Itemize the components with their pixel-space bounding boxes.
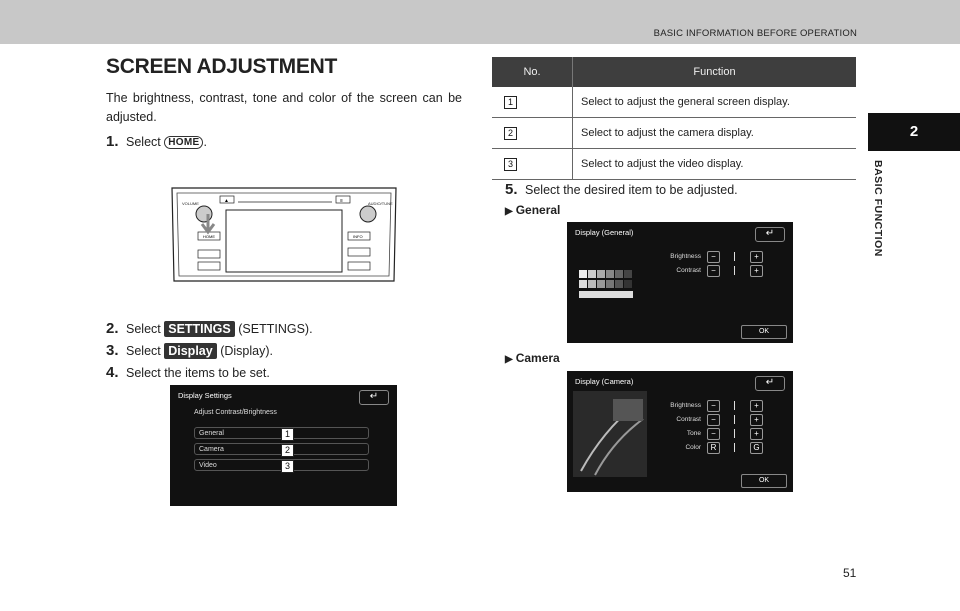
- screen-title: Display (Camera): [575, 377, 634, 386]
- general-row[interactable]: [194, 427, 369, 439]
- control-label: Brightness: [670, 402, 701, 409]
- triangle-right-icon: ▶: [505, 354, 513, 365]
- level-indicator: [734, 266, 735, 275]
- level-indicator: [734, 443, 735, 452]
- step-text-post: (SETTINGS).: [238, 322, 313, 336]
- chapter-title: BASIC FUNCTION: [872, 160, 884, 257]
- row-label: General: [199, 430, 224, 437]
- step-number: 1.: [106, 133, 119, 150]
- general-heading: [505, 203, 560, 217]
- table-row: [492, 149, 856, 180]
- level-indicator: [734, 252, 735, 261]
- home-button-graphic: HOME: [164, 136, 203, 149]
- contrast-plus-button[interactable]: +: [750, 414, 763, 426]
- tone-plus-button[interactable]: +: [750, 428, 763, 440]
- step-text: Select: [126, 344, 161, 358]
- marker-2: 2: [281, 444, 294, 457]
- contrast-minus-button[interactable]: −: [707, 265, 720, 277]
- step-text-post: .: [203, 135, 207, 149]
- marker-2: 2: [504, 127, 517, 140]
- step-number: 3.: [106, 342, 119, 359]
- video-row[interactable]: [194, 459, 369, 471]
- marker-3: 3: [281, 460, 294, 473]
- contrast-plus-button[interactable]: +: [750, 265, 763, 277]
- ok-button[interactable]: OK: [741, 325, 787, 339]
- step-3: [106, 342, 273, 359]
- level-indicator: [734, 415, 735, 424]
- camera-preview-image: [573, 391, 647, 477]
- col-header-function: Function: [573, 57, 857, 87]
- tone-minus-button[interactable]: −: [707, 428, 720, 440]
- heading-text: General: [515, 203, 561, 217]
- col-header-no: No.: [492, 57, 573, 87]
- row-label: Camera: [199, 446, 224, 453]
- control-label: Contrast: [676, 267, 701, 274]
- seek-down-key: [348, 262, 370, 270]
- screen-title: Display Settings: [178, 391, 232, 400]
- back-icon[interactable]: ↵: [755, 376, 785, 391]
- section-title: BASIC INFORMATION BEFORE OPERATION: [653, 28, 857, 39]
- function-text: Select to adjust the video display.: [573, 149, 857, 180]
- triangle-right-icon: ▶: [505, 206, 513, 217]
- brightness-minus-button[interactable]: −: [707, 400, 720, 412]
- step-text: Select: [126, 135, 161, 149]
- heading-text: Camera: [515, 351, 560, 365]
- volume-label: VOLUME: [182, 201, 199, 206]
- eject-icon: ▲: [224, 198, 229, 204]
- display-general-screen: [567, 222, 793, 343]
- step-4: [106, 364, 270, 381]
- grayscale-test-pattern: [579, 270, 643, 304]
- marker-1: 1: [281, 428, 294, 441]
- brightness-plus-button[interactable]: +: [750, 251, 763, 263]
- step-number: 5.: [505, 181, 518, 198]
- unit-screen: [226, 210, 342, 272]
- display-button-graphic: Display: [164, 343, 216, 359]
- marker-3: 3: [504, 158, 517, 171]
- contrast-minus-button[interactable]: −: [707, 414, 720, 426]
- table-row: [492, 87, 856, 118]
- step-text: Select: [126, 322, 161, 336]
- chapter-side-label: [870, 160, 884, 270]
- head-unit-illustration: [170, 186, 398, 283]
- control-label: Color: [685, 444, 701, 451]
- screen-title: Display (General): [575, 228, 634, 237]
- disc-icon: ≡: [340, 198, 343, 204]
- level-indicator: [734, 429, 735, 438]
- home-key-label: HOME: [203, 234, 215, 239]
- info-key-label: INFO: [353, 234, 363, 239]
- disc-button: [336, 196, 350, 203]
- chapter-tab: 2: [868, 113, 960, 151]
- ok-button[interactable]: OK: [741, 474, 787, 488]
- back-icon[interactable]: ↵: [755, 227, 785, 242]
- display-settings-screen: [170, 385, 397, 506]
- back-icon[interactable]: ↵: [359, 390, 389, 405]
- app-key: [198, 250, 220, 258]
- screen-subtitle: Adjust Contrast/Brightness: [194, 409, 277, 416]
- row-label: Video: [199, 462, 217, 469]
- tune-knob: [360, 206, 376, 222]
- seek-up-key: [348, 248, 370, 256]
- color-green-button[interactable]: G: [750, 442, 763, 454]
- step-5: [505, 181, 738, 198]
- function-text: Select to adjust the general screen display.: [573, 87, 857, 118]
- step-1: [106, 133, 207, 150]
- settings-button-graphic: SETTINGS: [164, 321, 235, 337]
- step-number: 2.: [106, 320, 119, 337]
- brightness-plus-button[interactable]: +: [750, 400, 763, 412]
- page-title: SCREEN ADJUSTMENT: [106, 55, 337, 78]
- control-label: Brightness: [670, 253, 701, 260]
- brightness-minus-button[interactable]: −: [707, 251, 720, 263]
- step-text: Select the desired item to be adjusted.: [525, 183, 738, 197]
- step-2: [106, 320, 313, 337]
- intro-text: The brightness, contrast, tone and color of the screen can be adjusted.: [106, 91, 462, 124]
- function-table: [492, 57, 856, 180]
- marker-1: 1: [504, 96, 517, 109]
- step-text: Select the items to be set.: [126, 366, 270, 380]
- map-key: [198, 262, 220, 270]
- level-indicator: [734, 401, 735, 410]
- function-text: Select to adjust the camera display.: [573, 118, 857, 149]
- display-camera-screen: [567, 371, 793, 492]
- color-red-button[interactable]: R: [707, 442, 720, 454]
- step-text-post: (Display).: [220, 344, 273, 358]
- control-label: Contrast: [676, 416, 701, 423]
- table-row: [492, 118, 856, 149]
- volume-knob: [196, 206, 212, 222]
- control-label: Tone: [686, 430, 701, 437]
- step-number: 4.: [106, 364, 119, 381]
- tune-label: AUDIO/TUNE: [368, 201, 393, 206]
- camera-row[interactable]: [194, 443, 369, 455]
- camera-heading: [505, 351, 560, 365]
- page-number: 51: [843, 566, 857, 580]
